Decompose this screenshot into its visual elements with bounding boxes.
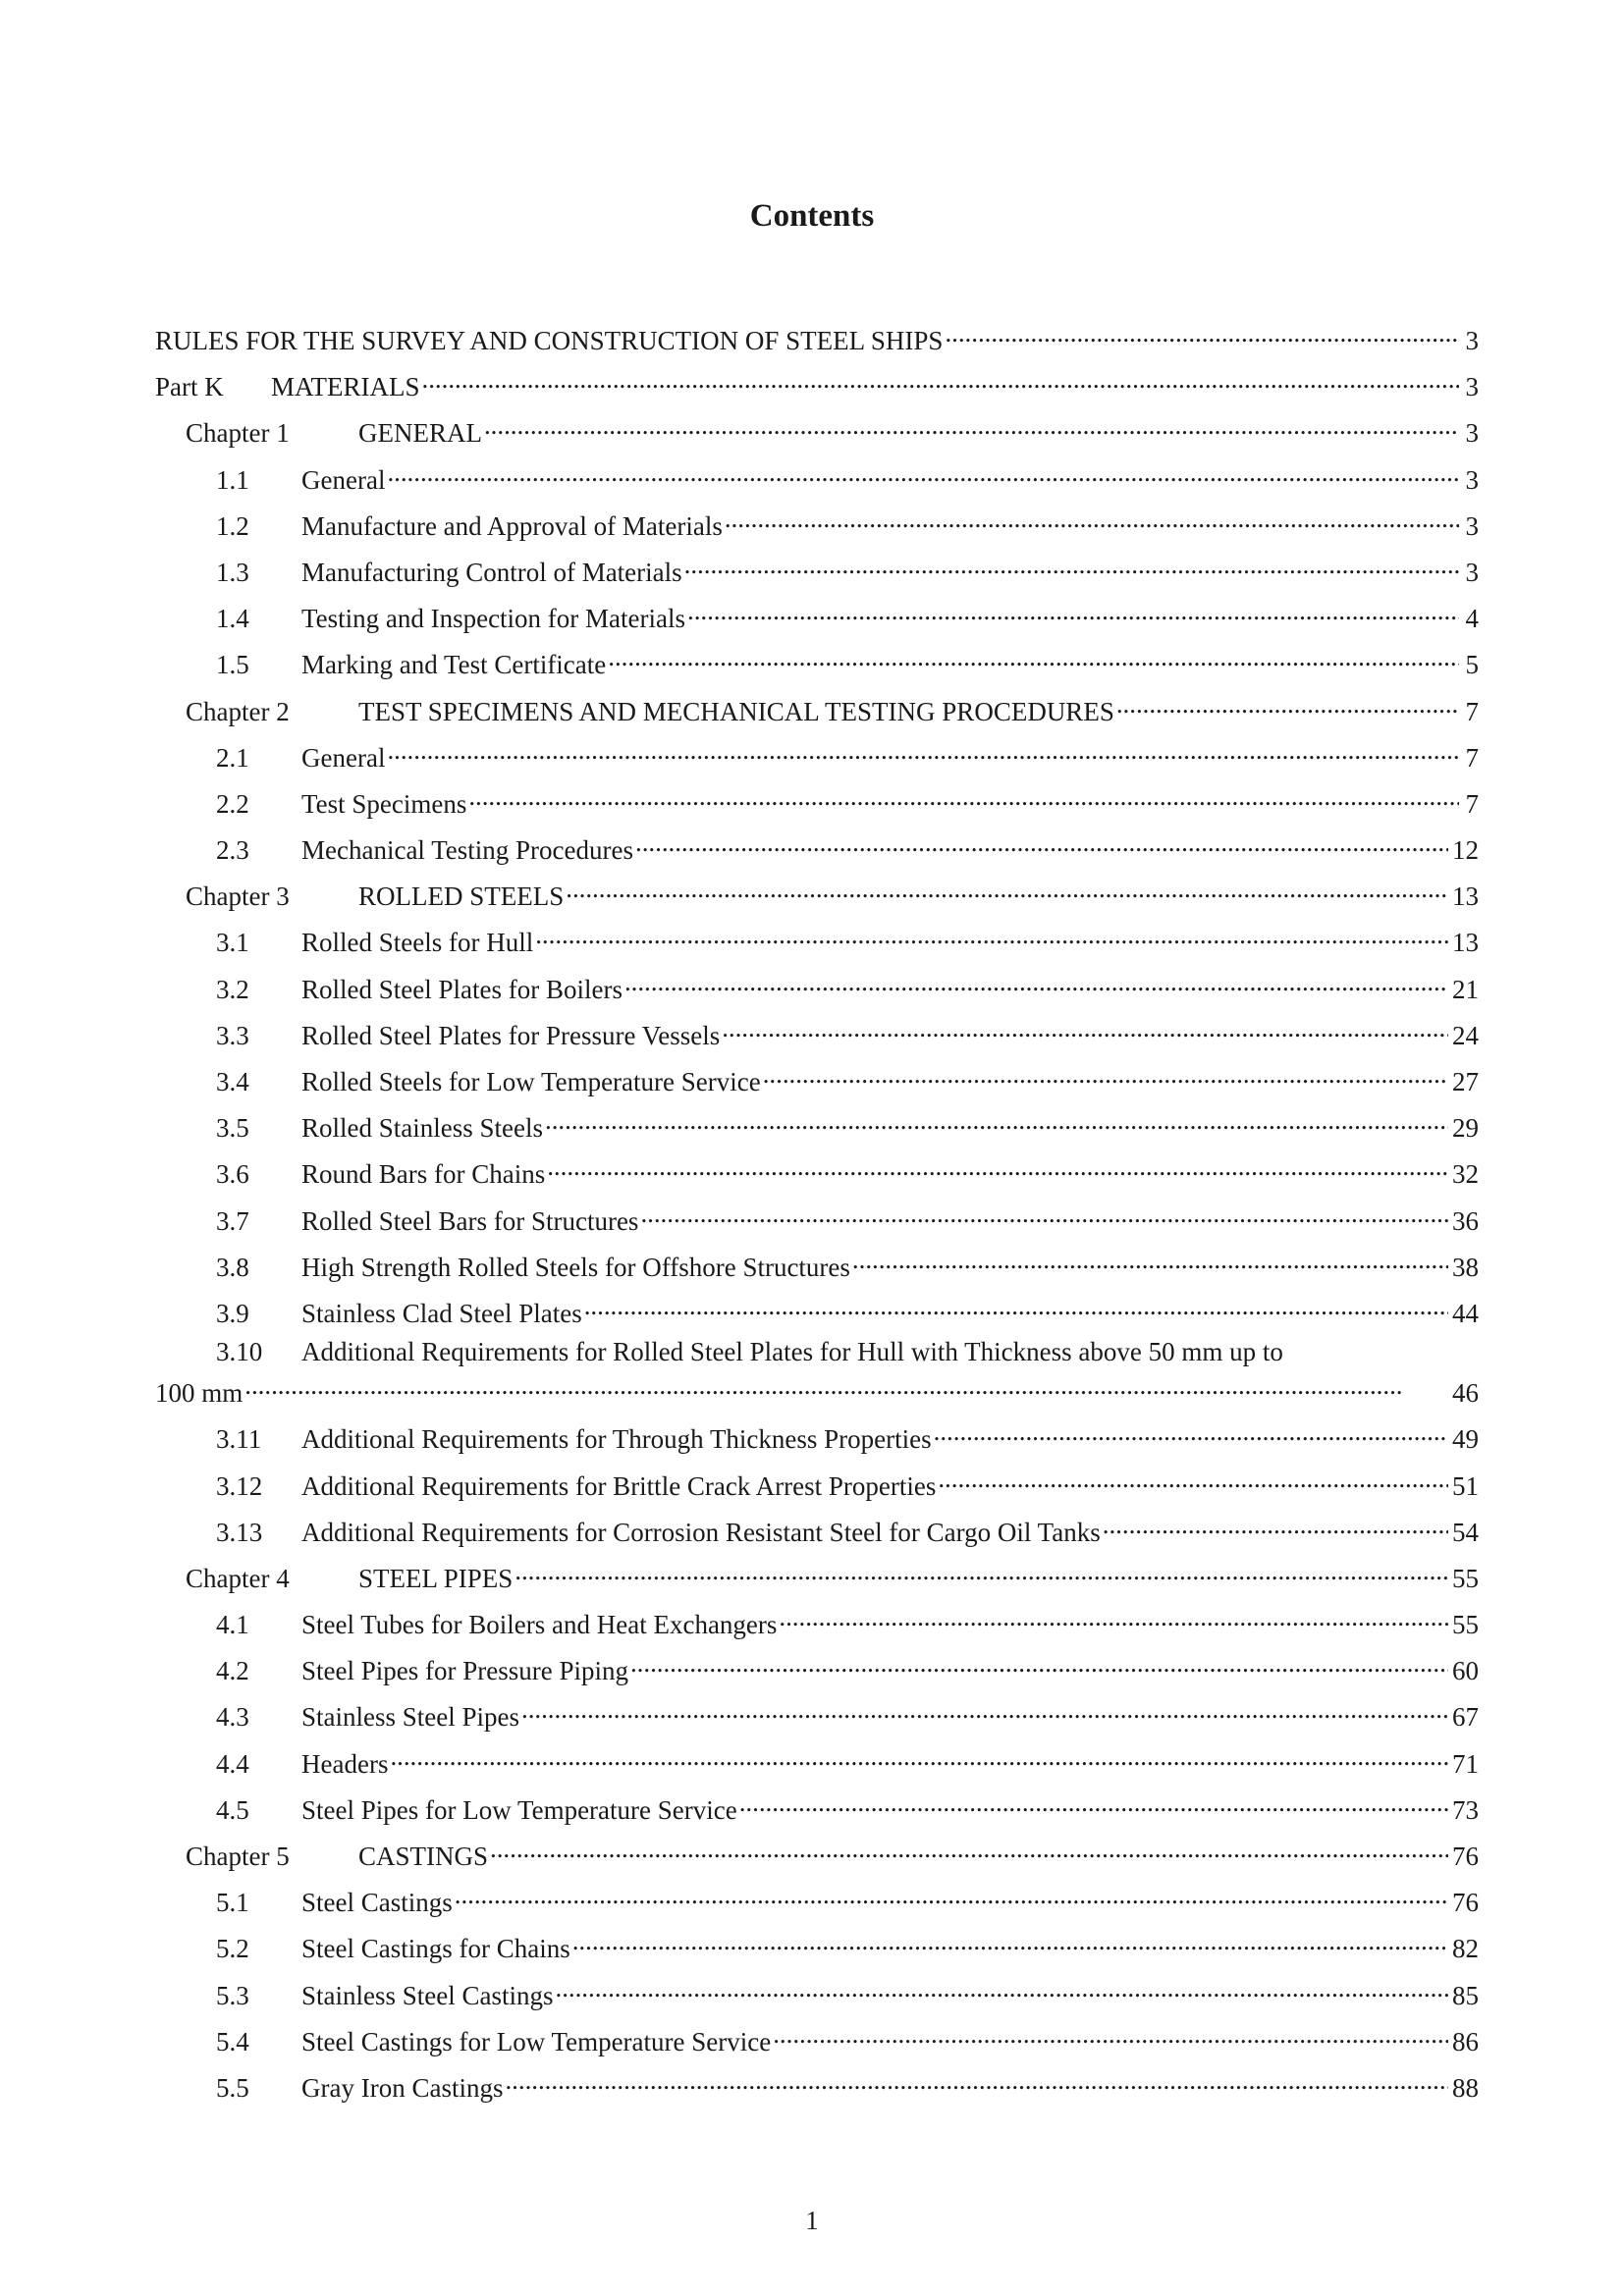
toc-entry-number: 1.5 — [216, 650, 249, 680]
toc-dot-leader — [938, 1462, 1448, 1495]
toc-entry-chapter-3[interactable] — [155, 872, 1479, 912]
toc-entry-number: 1.1 — [216, 464, 249, 495]
toc-entry-number: Chapter 4 — [186, 1563, 290, 1593]
toc-dot-leader — [514, 1554, 1448, 1587]
toc-entry-4-2[interactable] — [155, 1646, 1479, 1686]
toc-dot-leader — [630, 1646, 1448, 1680]
toc-entry-number: 5.1 — [216, 1888, 249, 1918]
toc-entry-page: 24 — [1452, 1020, 1479, 1050]
toc-entry-1-1[interactable] — [155, 455, 1479, 495]
toc-entry-chapter-2[interactable] — [155, 687, 1479, 726]
toc-dot-leader — [390, 1739, 1448, 1773]
toc-entry-label: Rolled Steels for Low Temperature Service — [301, 1067, 761, 1096]
toc-entry-number: 3.7 — [216, 1205, 249, 1236]
toc-dot-leader — [779, 1600, 1448, 1633]
toc-entry-page: 7 — [1465, 788, 1479, 819]
toc-entry-label: General — [301, 464, 386, 495]
toc-entry-page: 5 — [1465, 650, 1479, 680]
toc-dot-leader — [547, 1149, 1448, 1183]
toc-entry-page: 85 — [1452, 1980, 1479, 2010]
toc-entry-number: 2.1 — [216, 742, 249, 773]
toc-entry-number: 3.12 — [216, 1470, 263, 1501]
toc-entry-number: Part K — [155, 372, 224, 402]
toc-entry-1-4[interactable] — [155, 594, 1479, 634]
toc-entry-number: 3.2 — [216, 974, 249, 1004]
toc-entry-3-6[interactable] — [155, 1149, 1479, 1190]
toc-dot-leader — [852, 1243, 1448, 1276]
toc-entry-3-4[interactable] — [155, 1057, 1479, 1096]
toc-entry-label: Gray Iron Castings — [301, 2072, 504, 2103]
toc-entry-page: 44 — [1452, 1298, 1479, 1328]
toc-entry-number: 5.3 — [216, 1980, 249, 2010]
toc-entry-2-1[interactable] — [155, 733, 1479, 773]
toc-entry-1-2[interactable] — [155, 502, 1479, 541]
toc-entry-4-5[interactable] — [155, 1786, 1479, 1825]
toc-entry-page: 3 — [1465, 418, 1479, 449]
toc-entry-page: 51 — [1452, 1470, 1479, 1501]
toc-dot-leader — [624, 965, 1448, 998]
toc-entry-5-3[interactable] — [155, 1971, 1479, 2010]
toc-entry-label: Stainless Steel Pipes — [301, 1702, 519, 1733]
toc-entry-number: 1.2 — [216, 510, 249, 541]
toc-dot-leader — [1116, 687, 1459, 721]
toc-entry-page: 88 — [1452, 2072, 1479, 2103]
toc-entry-label: RULES FOR THE SURVEY AND CONSTRUCTION OF STEEL SHIPS — [155, 326, 944, 355]
toc-entry-continuation-line — [155, 1368, 1479, 1409]
toc-entry-label: Headers — [301, 1748, 389, 1779]
toc-entry-label: Mechanical Testing Procedures — [301, 835, 634, 866]
toc-dot-leader — [422, 362, 1459, 396]
toc-entry-label: Rolled Steels for Hull — [301, 928, 534, 958]
toc-entry-3-13[interactable] — [155, 1508, 1479, 1547]
toc-entry-4-3[interactable] — [155, 1692, 1479, 1733]
toc-entry-3-12[interactable] — [155, 1462, 1479, 1501]
toc-entry-page: 3 — [1465, 557, 1479, 587]
toc-entry-page: 82 — [1452, 1934, 1479, 1964]
toc-entry-4-4[interactable] — [155, 1739, 1479, 1779]
toc-dot-leader — [455, 1878, 1448, 1911]
page-title: Contents — [749, 198, 875, 234]
toc-entry-number: 2.2 — [216, 788, 249, 819]
toc-entry-page: 7 — [1465, 696, 1479, 726]
toc-entry-label: High Strength Rolled Steels for Offshore Structures — [301, 1252, 850, 1282]
toc-entry-page: 76 — [1452, 1842, 1479, 1871]
toc-entry-part-k[interactable] — [155, 362, 1479, 402]
toc-entry-number: Chapter 5 — [186, 1842, 290, 1871]
toc-entry-label: Steel Castings for Chains — [301, 1934, 570, 1964]
toc-entry-number: 5.4 — [216, 2026, 249, 2056]
toc-entry-label: Steel Tubes for Boilers and Heat Exchangers — [301, 1610, 778, 1640]
toc-entry-chapter-1[interactable] — [155, 408, 1479, 449]
toc-entry-3-10[interactable] — [155, 1335, 1479, 1409]
toc-entry-3-1[interactable] — [155, 918, 1479, 958]
toc-entry-number: 2.3 — [216, 835, 249, 866]
toc-entry-label: Steel Pipes for Pressure Piping — [301, 1656, 628, 1686]
toc-entry-number: 4.5 — [216, 1794, 249, 1825]
toc-entry-label: Test Specimens — [301, 788, 467, 819]
toc-dot-leader — [739, 1786, 1448, 1819]
toc-entry-1-3[interactable] — [155, 548, 1479, 587]
toc-entry-number: 1.3 — [216, 557, 249, 587]
toc-entry-3-8[interactable] — [155, 1243, 1479, 1282]
toc-dot-leader — [934, 1415, 1448, 1448]
toc-dot-leader — [505, 2063, 1448, 2097]
toc-entry-page: 13 — [1452, 928, 1479, 958]
toc-entry-page: 46 — [1452, 1378, 1479, 1409]
toc-entry-page: 32 — [1452, 1159, 1479, 1190]
toc-entry-chapter-4[interactable] — [155, 1554, 1479, 1593]
toc-entry-label: Additional Requirements for Corrosion Resistant Steel for Cargo Oil Tanks — [301, 1517, 1101, 1547]
toc-dot-leader — [640, 1197, 1448, 1230]
toc-entry-number: 4.1 — [216, 1610, 249, 1640]
toc-entry-page: 86 — [1452, 2026, 1479, 2056]
toc-entry-label: Marking and Test Certificate — [301, 650, 607, 680]
toc-dot-leader — [722, 1011, 1448, 1044]
table-of-contents — [155, 316, 1479, 2109]
toc-entry-3-5[interactable] — [155, 1103, 1479, 1144]
toc-entry-3-9[interactable] — [155, 1289, 1479, 1328]
toc-dot-leader — [535, 918, 1448, 951]
toc-entry-label: Manufacturing Control of Materials — [301, 557, 682, 587]
toc-entry-label: Rolled Steel Plates for Boilers — [301, 974, 623, 1004]
toc-entry-label: Additional Requirements for Brittle Crack Arrest Properties — [301, 1470, 937, 1501]
toc-entry-page: 4 — [1465, 604, 1479, 634]
toc-dot-leader — [566, 872, 1448, 905]
toc-entry-page: 3 — [1465, 326, 1479, 355]
toc-entry-page: 54 — [1452, 1517, 1479, 1547]
toc-entry-page: 49 — [1452, 1424, 1479, 1455]
toc-entry-label: Steel Pipes for Low Temperature Service — [301, 1794, 737, 1825]
toc-entry-number: 5.5 — [216, 2072, 249, 2103]
toc-entry-label: Additional Requirements for Through Thickness Properties — [301, 1424, 932, 1455]
toc-entry-page: 21 — [1452, 974, 1479, 1004]
toc-entry-number: 3.3 — [216, 1020, 249, 1050]
toc-entry-page: 76 — [1452, 1888, 1479, 1918]
toc-entry-number: Chapter 1 — [186, 418, 290, 449]
toc-entry-label: STEEL PIPES — [358, 1563, 514, 1593]
toc-dot-leader — [556, 1971, 1449, 2004]
toc-entry-label: Rolled Steel Plates for Pressure Vessels — [301, 1020, 721, 1050]
toc-entry-number: 3.1 — [216, 928, 249, 958]
toc-entry-number: 1.4 — [216, 604, 249, 634]
toc-dot-leader — [545, 1103, 1448, 1137]
toc-entry-page: 3 — [1465, 464, 1479, 495]
toc-entry-label: Testing and Inspection for Materials — [301, 604, 685, 634]
toc-entry-4-1[interactable] — [155, 1600, 1479, 1640]
toc-dot-leader — [244, 1368, 1448, 1402]
toc-dot-leader — [521, 1692, 1448, 1726]
toc-entry-label: Round Bars for Chains — [301, 1159, 546, 1190]
toc-entry-label: Stainless Clad Steel Plates — [301, 1298, 582, 1328]
toc-dot-leader — [725, 502, 1459, 535]
toc-dot-leader — [387, 733, 1459, 767]
toc-entry-number: 3.13 — [216, 1517, 263, 1547]
toc-entry-page: 60 — [1452, 1656, 1479, 1686]
toc-entry-number: 3.11 — [216, 1424, 262, 1455]
toc-entry-label: Rolled Stainless Steels — [301, 1113, 543, 1144]
toc-entry-number: 3.8 — [216, 1252, 249, 1282]
toc-entry-1-5[interactable] — [155, 640, 1479, 680]
toc-entry-chapter-5[interactable] — [155, 1832, 1479, 1871]
toc-entry-number: 4.4 — [216, 1748, 249, 1779]
toc-entry-page: 13 — [1452, 881, 1479, 912]
toc-entry-page: 38 — [1452, 1252, 1479, 1282]
toc-entry-page: 73 — [1452, 1794, 1479, 1825]
toc-entry-5-4[interactable] — [155, 2017, 1479, 2056]
toc-dot-leader — [387, 455, 1459, 489]
toc-entry-number: 4.3 — [216, 1702, 249, 1733]
toc-dot-leader — [635, 826, 1448, 859]
toc-entry-label: Manufacture and Approval of Materials — [301, 510, 723, 541]
toc-entry-label: Stainless Steel Castings — [301, 1980, 554, 2010]
toc-entry-label: ROLLED STEELS — [358, 881, 565, 912]
toc-entry-2-3[interactable] — [155, 826, 1479, 866]
toc-dot-leader — [608, 640, 1459, 673]
toc-entry-3-3[interactable] — [155, 1011, 1479, 1050]
toc-entry-page: 55 — [1452, 1610, 1479, 1640]
toc-entry-page: 3 — [1465, 372, 1479, 402]
toc-entry-label: MATERIALS — [271, 372, 420, 402]
toc-dot-leader — [687, 594, 1459, 627]
toc-entry-3-7[interactable] — [155, 1197, 1479, 1236]
toc-entry-label: Additional Requirements for Rolled Steel Plates for Hull with Thickness above 50 mm up to — [301, 1337, 1283, 1367]
toc-entry-2-2[interactable] — [155, 779, 1479, 819]
toc-dot-leader — [572, 1924, 1448, 1957]
toc-dot-leader — [773, 2017, 1448, 2051]
toc-entry-number: 3.9 — [216, 1298, 249, 1328]
toc-entry-5-2[interactable] — [155, 1924, 1479, 1964]
toc-entry-number: 5.2 — [216, 1934, 249, 1964]
toc-entry-number: 4.2 — [216, 1656, 249, 1686]
toc-entry-rules-title[interactable] — [155, 316, 1479, 355]
toc-entry-page: 36 — [1452, 1205, 1479, 1236]
toc-dot-leader — [468, 779, 1459, 813]
toc-dot-leader — [484, 408, 1459, 442]
toc-entry-number: Chapter 2 — [186, 696, 290, 726]
toc-entry-number: Chapter 3 — [186, 881, 290, 912]
toc-dot-leader — [584, 1289, 1448, 1322]
toc-entry-3-11[interactable] — [155, 1415, 1479, 1455]
toc-entry-page: 29 — [1452, 1113, 1479, 1144]
toc-entry-page: 12 — [1452, 835, 1479, 866]
toc-dot-leader — [684, 548, 1459, 581]
toc-entry-page: 3 — [1465, 510, 1479, 541]
toc-entry-page: 7 — [1465, 742, 1479, 773]
toc-dot-leader — [490, 1832, 1448, 1865]
toc-entry-5-1[interactable] — [155, 1878, 1479, 1918]
toc-entry-page: 27 — [1452, 1067, 1479, 1096]
toc-entry-page: 67 — [1452, 1702, 1479, 1733]
toc-entry-label-continued: 100 mm — [155, 1378, 244, 1409]
toc-entry-number: 3.10 — [216, 1337, 263, 1367]
toc-entry-number: 3.6 — [216, 1159, 249, 1190]
toc-entry-label: CASTINGS — [358, 1842, 489, 1871]
toc-entry-first-line — [216, 1335, 1479, 1368]
toc-dot-leader — [945, 316, 1459, 349]
toc-entry-number: 3.5 — [216, 1113, 249, 1144]
toc-dot-leader — [763, 1057, 1448, 1091]
toc-dot-leader — [1103, 1508, 1448, 1541]
toc-entry-label: Steel Castings — [301, 1888, 453, 1918]
toc-entry-5-5[interactable] — [155, 2063, 1479, 2103]
toc-entry-label: General — [301, 742, 386, 773]
toc-entry-label: Rolled Steel Bars for Structures — [301, 1205, 639, 1236]
toc-entry-page: 71 — [1452, 1748, 1479, 1779]
toc-entry-label: Steel Castings for Low Temperature Service — [301, 2026, 772, 2056]
toc-entry-label: TEST SPECIMENS AND MECHANICAL TESTING PROCEDURES — [358, 696, 1114, 726]
toc-entry-page: 55 — [1452, 1563, 1479, 1593]
page-number: 1 — [805, 2206, 819, 2235]
toc-entry-label: GENERAL — [358, 418, 482, 449]
toc-entry-number: 3.4 — [216, 1067, 249, 1096]
toc-entry-3-2[interactable] — [155, 965, 1479, 1004]
